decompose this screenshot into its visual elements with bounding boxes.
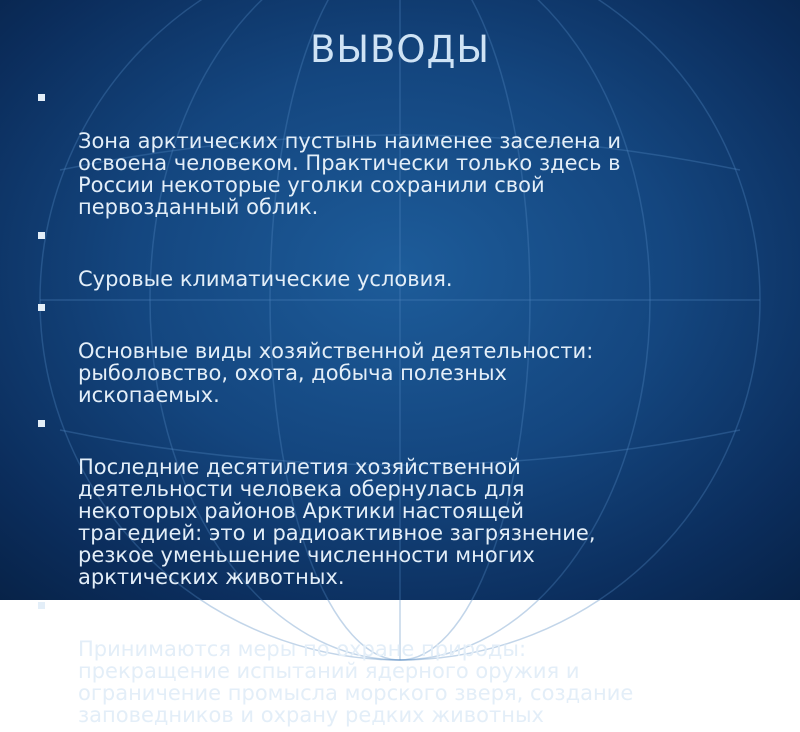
square-bullet-icon (38, 232, 45, 239)
bullet-item (38, 296, 788, 406)
bullet-text: Последние десятилетия хозяйственной деятельности человека обернулась для некоторых районов Арктики настоящей трагедией: это и радиоактивное загрязнение, резкое уменьшение численности многих арктических животных. (78, 455, 596, 589)
bullet-item (38, 594, 788, 726)
bullet-text: Принимаются меры по охране природы: прекращение испытаний ядерного оружия и ограничение промысла морского зверя, создание заповедников и охрану редких животных (78, 637, 634, 727)
bullet-item (38, 412, 788, 588)
square-bullet-icon (38, 304, 45, 311)
bullet-text: Зона арктических пустынь наименее заселена и освоена человеком. Практически только здесь в России некоторые уголки сохранили свой первозданный облик. (78, 129, 621, 219)
square-bullet-icon (38, 602, 45, 609)
square-bullet-icon (38, 420, 45, 427)
slide-title: ВЫВОДЫ (309, 28, 491, 71)
bullet-text: Основные виды хозяйственной деятельности: рыболовство, охота, добыча полезных ископаемых. (78, 339, 594, 407)
bullet-text: Суровые климатические условия. (78, 267, 453, 291)
bullet-list (38, 86, 788, 732)
square-bullet-icon (38, 94, 45, 101)
bullet-item (38, 86, 788, 218)
bullet-item (38, 224, 788, 290)
